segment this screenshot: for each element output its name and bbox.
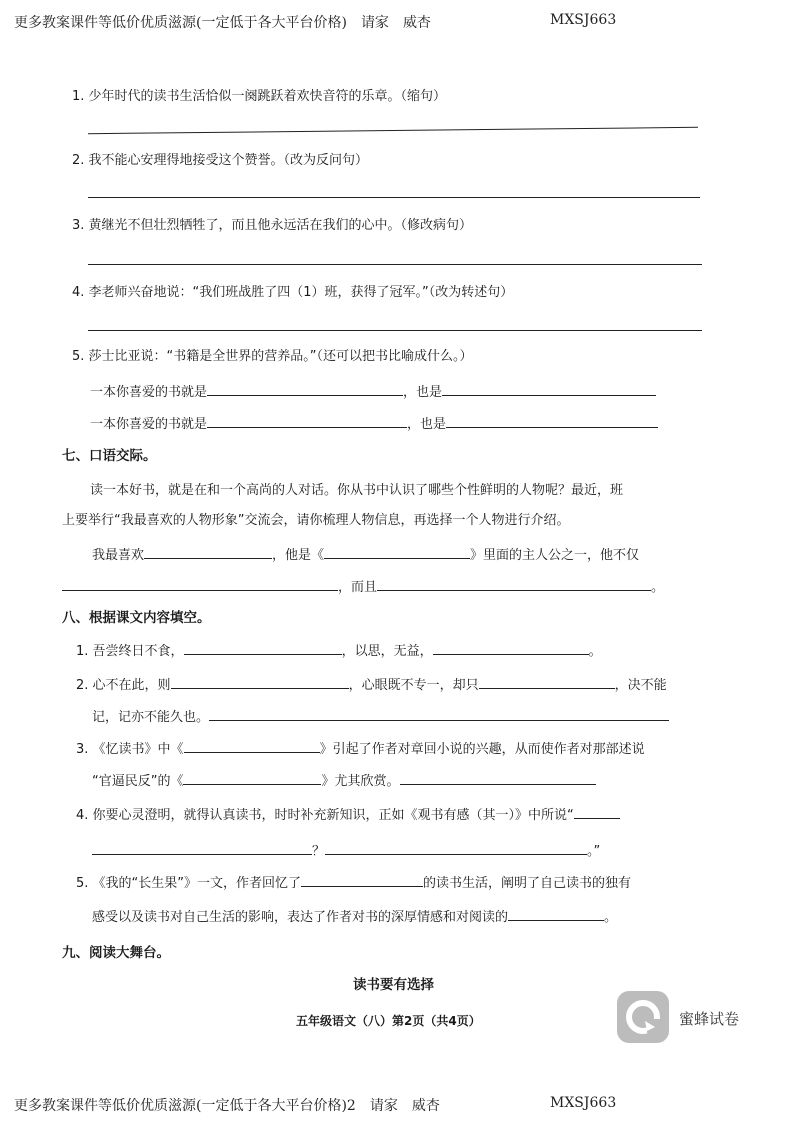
fill-label: ，也是: [403, 385, 443, 400]
fill-label: ，而且: [338, 580, 378, 595]
header-contact-2: 威杏: [411, 1098, 440, 1114]
blank[interactable]: [144, 546, 272, 559]
answer-line[interactable]: [88, 330, 702, 331]
fill-label: ，以思，无益，: [341, 644, 433, 659]
fill-line-row: [92, 546, 639, 565]
question-2: [72, 152, 368, 170]
section-8-title: 八、根据课文内容填空。: [62, 610, 211, 626]
fill-label: 感受以及读书对自己生活的影响，表达了作者对书的深厚情感和对阅读的: [92, 910, 509, 925]
section-7-paragraph: 上要举行“我最喜欢的人物形象”交流会，请你梳理人物信息，再选择一个人物进行介绍。: [62, 513, 570, 528]
blank[interactable]: [400, 772, 596, 785]
fill-label: 》尤其欣赏。: [321, 774, 400, 789]
fill-item-5: [76, 874, 631, 893]
fill-label: 。: [651, 580, 665, 595]
blank[interactable]: [508, 908, 604, 921]
fill-label: 。: [588, 644, 602, 659]
honeybee-logo-icon: [617, 991, 669, 1043]
fill-label: ，他是《: [272, 548, 325, 563]
fill-label: 》里面的主人公之一，他不仅: [470, 548, 640, 563]
blank[interactable]: [301, 874, 423, 887]
question-4: [72, 284, 513, 302]
header-text: 更多教案课件等低价优质滋源(一定低于各大平台价格): [14, 15, 347, 31]
fill-label: 。: [604, 910, 618, 925]
question-text: 黄继光不但壮烈牺牲了，而且他永远活在我们的心中。（修改病句）: [88, 218, 473, 233]
fill-label: 你要心灵澄明，就得认真读书，时时补充新知识，正如《观书有感（其一）》中所说“: [92, 808, 574, 823]
question-text: 莎士比亚说：“书籍是全世界的营养品。”（还可以把书比喻成什么。）: [88, 349, 473, 364]
question-3: [72, 217, 472, 235]
blank[interactable]: [184, 740, 320, 753]
fill-item-3-cont: [92, 772, 596, 791]
blank[interactable]: [207, 415, 407, 428]
question-1: [72, 88, 446, 106]
item-number: 2.: [76, 678, 89, 693]
header-text: 更多教案课件等低价优质滋源(一定低于各大平台价格)2: [14, 1098, 356, 1114]
fill-label: “官逼民反”的《: [92, 774, 184, 789]
blank[interactable]: [442, 383, 656, 396]
watermark-text: 蜜蜂试卷: [679, 1010, 740, 1028]
fill-label: ，决不能: [614, 678, 667, 693]
fill-line-row: [62, 578, 664, 597]
page-header-bottom: [14, 1095, 617, 1115]
blank[interactable]: [171, 676, 349, 689]
fill-label: 吾尝终日不食，: [92, 644, 184, 659]
question-number: 3.: [72, 218, 85, 233]
blank[interactable]: [184, 642, 342, 655]
fill-item-5-cont: [92, 908, 617, 927]
header-contact-1: 请家: [360, 15, 389, 31]
fill-label: ？: [312, 844, 326, 859]
blank[interactable]: [574, 806, 620, 819]
answer-line[interactable]: [88, 264, 702, 265]
header-code: MXSJ663: [550, 12, 617, 28]
fill-item-4-cont: [92, 842, 600, 861]
fill-item-3: [76, 740, 645, 759]
fill-item-1: [76, 642, 602, 661]
question-text: 李老师兴奋地说：“我们班战胜了四（1）班，获得了冠军。”（改为转述句）: [88, 285, 514, 300]
fill-label: 。”: [587, 844, 601, 859]
question-text: 少年时代的读书生活恰似一阕跳跃着欢快音符的乐章。（缩句）: [88, 89, 447, 104]
blank[interactable]: [62, 578, 338, 591]
blank[interactable]: [446, 415, 658, 428]
blank[interactable]: [92, 842, 312, 855]
fill-label: 一本你喜爱的书就是: [90, 385, 208, 400]
fill-line-row: [90, 415, 658, 434]
page-footer: 五年级语文（八）第2页（共4页）: [296, 1014, 481, 1028]
blank[interactable]: [207, 383, 403, 396]
header-code: MXSJ663: [550, 1095, 617, 1111]
fill-label: 的读书生活，阐明了自己读书的独有: [423, 876, 632, 891]
header-contact-1: 请家: [369, 1098, 398, 1114]
fill-item-2-cont: [92, 708, 669, 727]
answer-line[interactable]: [88, 197, 700, 198]
blank[interactable]: [377, 578, 651, 591]
fill-label: 记，记亦不能久也。: [92, 710, 210, 725]
fill-label: 》引起了作者对章回小说的兴趣，从而使作者对那部述说: [319, 742, 645, 757]
blank[interactable]: [209, 708, 669, 721]
section-7-title: 七、口语交际。: [62, 448, 157, 464]
fill-label: ，心眼既不专一，却只: [348, 678, 479, 693]
item-number: 3.: [76, 742, 89, 757]
question-number: 1.: [72, 89, 85, 104]
question-5: [72, 348, 473, 366]
fill-label: 《忆读书》中《: [92, 742, 184, 757]
blank[interactable]: [433, 642, 589, 655]
fill-item-2: [76, 676, 667, 695]
header-contact-2: 威杏: [402, 15, 431, 31]
reading-title: 读书要有选择: [353, 977, 434, 993]
section-7-paragraph: 读一本好书，就是在和一个高尚的人对话。你从书中认识了哪些个性鲜明的人物呢？最近，班: [90, 483, 624, 498]
fill-item-4: [76, 806, 620, 825]
blank[interactable]: [325, 842, 587, 855]
blank[interactable]: [479, 676, 615, 689]
question-text: 我不能心安理得地接受这个赞誉。（改为反问句）: [88, 153, 369, 168]
fill-label: 一本你喜爱的书就是: [90, 417, 208, 432]
fill-label: ，也是: [407, 417, 447, 432]
answer-line[interactable]: [88, 127, 698, 134]
page-header: [14, 12, 617, 32]
fill-line-row: [90, 383, 656, 402]
fill-label: 我最喜欢: [92, 548, 145, 563]
question-number: 5.: [72, 349, 85, 364]
item-number: 4.: [76, 808, 89, 823]
section-9-title: 九、阅读大舞台。: [62, 945, 170, 961]
fill-label: 《我的“长生果”》一文，作者回忆了: [92, 876, 302, 891]
question-number: 2.: [72, 153, 85, 168]
item-number: 5.: [76, 876, 89, 891]
blank[interactable]: [183, 772, 321, 785]
item-number: 1.: [76, 644, 89, 659]
blank[interactable]: [324, 546, 470, 559]
question-number: 4.: [72, 285, 85, 300]
fill-label: 心不在此，则: [92, 678, 171, 693]
